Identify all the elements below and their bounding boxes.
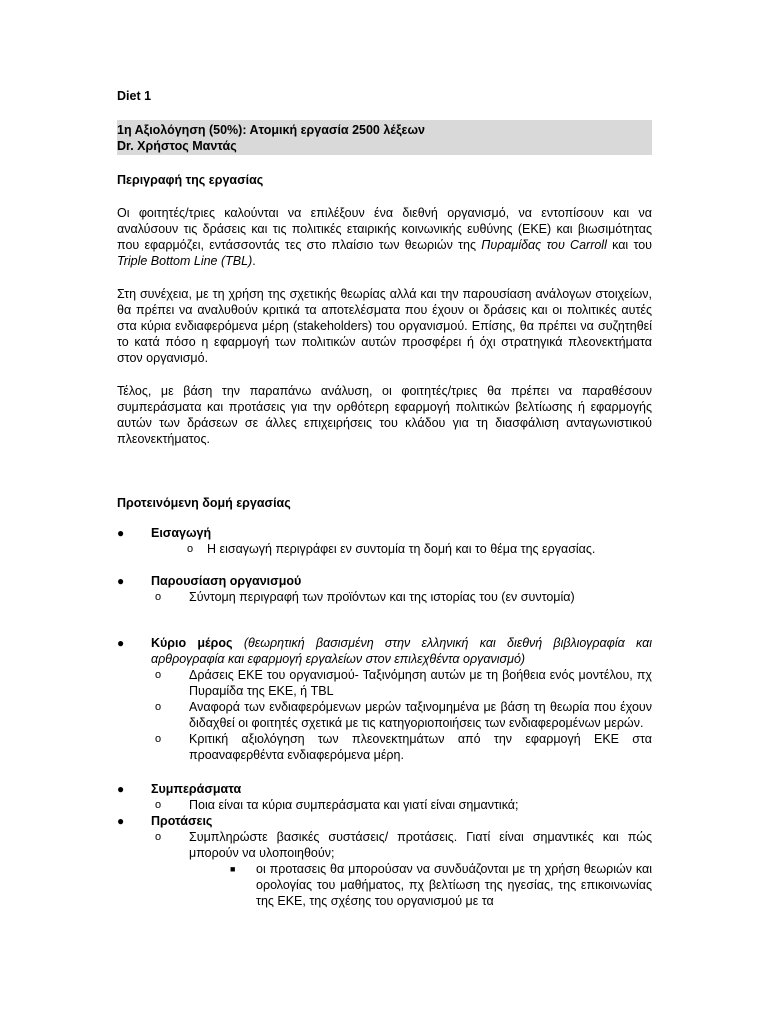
bullet-icon: ● — [117, 526, 125, 540]
assessment-line: 1η Αξιολόγηση (50%): Ατομική εργασία 2500 λέξεων — [117, 123, 425, 137]
document-body — [117, 88, 652, 909]
structure-item-conclusions — [117, 781, 652, 813]
sub-sub-item — [117, 861, 652, 909]
structure-item-note: (θεωρητική βασισμένη στην ελληνική και διεθνή βιβλιογραφία και αρθρογραφία και εφαρμογή εργαλείων στον επιλεχθέντα οργανισμό) — [151, 636, 652, 666]
structure-item-proposals — [117, 813, 652, 909]
document-title: Diet 1 — [117, 89, 152, 103]
bullet-icon: ● — [117, 782, 125, 796]
paragraph-3: Τέλος, με βάση την παραπάνω ανάλυση, οι φοιτητές/τριες θα πρέπει να παραθέσουν συμπεράσματα και προτάσεις για την ορθότερη εφαρμογή πολιτικών βελτίωσης ή εφαρμογής αυτών των δράσεων σε άλλες επιχειρήσεις του κλάδου για τη διασφάλιση ανταγωνιστικού πλεονεκτήματος. — [117, 384, 652, 446]
sub-item-text: Συμπληρώστε βασικές συστάσεις/ προτάσεις. Γιατί είναι σημαντικές και πώς μπορούν να υλοποιηθούν; — [189, 830, 652, 860]
paragraph-1 — [117, 205, 652, 269]
structure-item-intro — [117, 525, 652, 557]
circle-bullet-icon: o — [155, 591, 162, 603]
paragraph-2: Στη συνέχεια, με τη χρήση της σχετικής θεωρίας αλλά και την παρουσίαση ανάλογων στοιχείων, θα πρέπει να αναλυθούν κριτικά τα αποτελέσματα που έχουν οι δράσεις και οι πολιτικές αυτές στα κύρια ενδιαφερόμενα μέρη (stakeholders) του οργανισμού. Επίσης, θα πρέπει να συζητηθεί το κατά πόσο η εφαρμογή των πολιτικών αυτών προσφέρει ή όχι στρατηγικά πλεονεκτήματα στον οργανισμό. — [117, 287, 652, 365]
structure-item-title-block — [151, 635, 652, 667]
structure-item-title: Παρουσίαση οργανισμού — [151, 574, 302, 588]
carroll-pyramid-term: Πυραμίδας του Carroll — [481, 238, 607, 252]
description-heading: Περιγραφή της εργασίας — [117, 173, 264, 187]
sub-item-text: Η εισαγωγή περιγράφει εν συντομία τη δομή και το θέμα της εργασίας. — [207, 542, 596, 556]
structure-item-main — [117, 635, 652, 763]
circle-bullet-icon: o — [155, 831, 162, 843]
sub-item — [117, 731, 652, 763]
sub-item — [117, 797, 652, 813]
sub-item — [117, 829, 652, 861]
tbl-term: Triple Bottom Line (TBL) — [117, 254, 253, 268]
circle-bullet-icon: o — [155, 733, 162, 745]
circle-bullet-icon: o — [187, 543, 194, 555]
circle-bullet-icon: o — [155, 799, 162, 811]
structure-item-organization — [117, 573, 652, 605]
bullet-icon: ● — [117, 814, 125, 828]
sub-item-text: Αναφορά των ενδιαφερόμενων μερών ταξινομημένα με βάση τη θεωρία που έχουν διδαχθεί οι φοιτητές σχετικά με τις κατηγοριοποιήσεις των ενδιαφερομένων μερών. — [189, 700, 652, 730]
sub-item — [117, 699, 652, 731]
paragraph-1-part3: . — [252, 254, 256, 268]
sub-item-text: Ποια είναι τα κύρια συμπεράσματα και γιατί είναι σημαντικά; — [189, 798, 519, 812]
circle-bullet-icon: o — [155, 669, 162, 681]
bullet-icon: ● — [117, 636, 125, 650]
sub-sub-item-text: οι προτασεις θα μπορούσαν να συνδυάζονται με τη χρήση θεωριών και ορολογίας του μαθήματος, πχ βελτίωση της ηγεσίας, της επικοινωνίας της ΕΚΕ, της σχέσης του οργανισμού με τα — [256, 862, 652, 908]
sub-item — [117, 589, 652, 605]
author-line: Dr. Χρήστος Μαντάς — [117, 139, 237, 153]
sub-item — [117, 667, 652, 699]
structure-item-title: Εισαγωγή — [151, 526, 212, 540]
structure-item-title: Προτάσεις — [151, 814, 213, 828]
structure-item-title: Κύριο μέρος — [151, 636, 233, 650]
sub-item — [117, 541, 652, 557]
structure-item-title: Συμπεράσματα — [151, 782, 242, 796]
paragraph-1-part2: και του — [606, 238, 652, 252]
structure-heading: Προτεινόμενη δομή εργασίας — [117, 496, 291, 510]
sub-item-text: Δράσεις ΕΚΕ του οργανισμού- Ταξινόμηση αυτών με τη βοήθεια ενός μοντέλου, πχ Πυραμίδα της ΕΚΕ, ή TBL — [189, 668, 652, 698]
paragraph-1-part1: Οι φοιτητές/τριες καλούνται να επιλέξουν ένα διεθνή οργανισμό, να εντοπίσουν και να αναλύσουν τις δράσεις και τις πολιτικές εταιρικής κοινωνικής ευθύνης (ΕΚΕ) και βιωσιμότητας που εφαρμόζει, εντάσσοντάς τες στο πλαίσιο των θεωριών της — [117, 206, 652, 252]
square-bullet-icon: ■ — [230, 864, 236, 874]
circle-bullet-icon: o — [155, 701, 162, 713]
assessment-header-block — [117, 120, 652, 155]
bullet-icon: ● — [117, 574, 125, 588]
sub-item-text: Σύντομη περιγραφή των προϊόντων και της ιστορίας του (εν συντομία) — [189, 590, 575, 604]
sub-item-text: Κριτική αξιολόγηση των πλεονεκτημάτων από την εφαρμογή ΕΚΕ στα προαναφερθέντα ενδιαφερόμενα μέρη. — [189, 732, 652, 762]
